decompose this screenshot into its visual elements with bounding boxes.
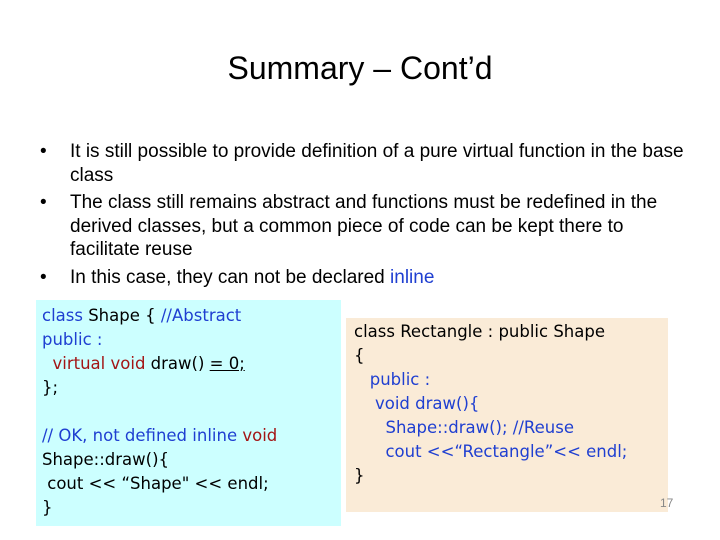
bullet-text: It is still possible to provide definition of a pure virtual function in the base class — [70, 141, 684, 186]
code-line: } — [42, 498, 53, 517]
code-line: Shape::draw(){ — [42, 450, 170, 469]
code-line: } — [354, 466, 365, 485]
code-keyword: class — [42, 306, 83, 325]
code-keyword: virtual void — [52, 354, 146, 373]
code-comment: //Abstract — [160, 306, 242, 325]
code-line — [42, 304, 341, 328]
inline-keyword: inline — [390, 266, 435, 288]
slide-title: Summary – Cont’d — [227, 50, 493, 86]
code-comment: // OK, not defined inline — [42, 426, 243, 445]
code-line: { — [354, 346, 365, 365]
bullet-item — [40, 191, 690, 262]
bullet-list — [40, 140, 690, 293]
code-line: class Rectangle : public Shape — [354, 322, 606, 341]
bullet-item — [40, 140, 690, 187]
code-indent — [42, 354, 53, 373]
code-line — [42, 400, 341, 424]
slide-number: 17 — [660, 496, 674, 510]
code-line: public : — [42, 330, 103, 349]
code-text: Shape::draw(); — [354, 418, 513, 437]
derived-class-code-box — [346, 318, 668, 512]
code-pure-specifier: = 0; — [209, 354, 245, 373]
base-class-code-box — [36, 300, 341, 526]
bullet-text: The class still remains abstract and functions must be redefined in the derived classes, but a common piece of code can be kept there to facilitate reuse — [70, 192, 658, 260]
code-comment: //Reuse — [512, 418, 574, 437]
code-line: cout << “Shape" << endl; — [42, 474, 269, 493]
code-line: public : — [354, 370, 431, 389]
code-line — [42, 352, 341, 376]
code-keyword: void — [242, 426, 278, 445]
code-line: void draw(){ — [354, 394, 480, 413]
code-line — [42, 424, 341, 448]
bullet-item — [40, 266, 690, 290]
bullet-text: In this case, they can not be declared — [70, 266, 391, 288]
code-text: Shape { — [82, 306, 161, 325]
code-text: draw() — [145, 354, 210, 373]
code-line: cout <<“Rectangle”<< endl; — [354, 442, 628, 461]
code-line — [354, 416, 668, 440]
code-line: }; — [42, 378, 59, 397]
